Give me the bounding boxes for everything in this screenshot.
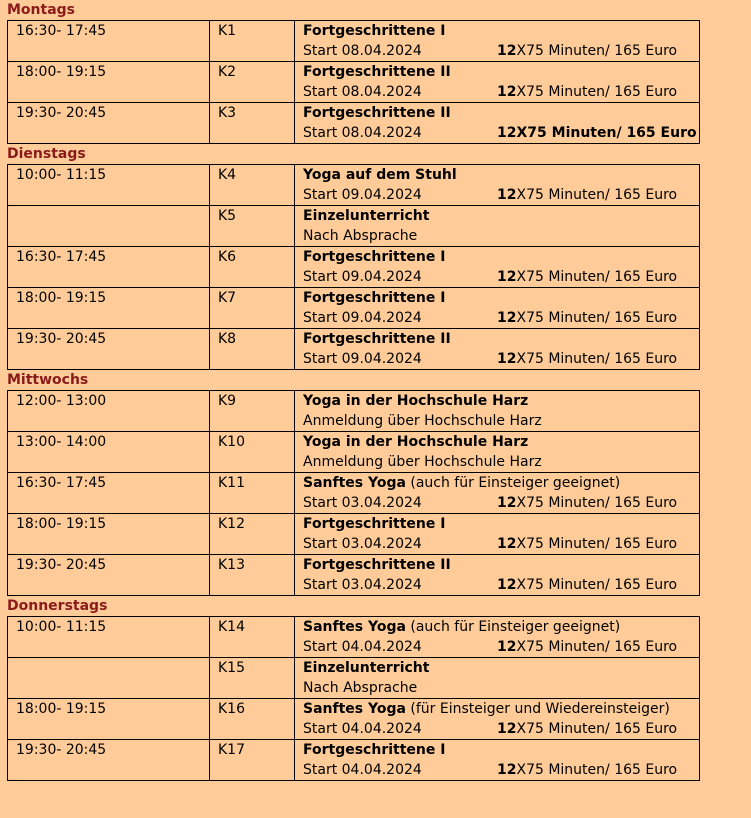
course-detail-line <box>303 123 699 143</box>
price-text: X75 Minuten/ 165 Euro <box>516 721 678 737</box>
day-heading: Donnerstags <box>7 598 108 614</box>
description-cell <box>295 329 700 370</box>
price-text: X75 Minuten/ 165 Euro <box>516 310 678 326</box>
time-text: 16:30- 17:45 <box>16 475 107 491</box>
course-row <box>8 165 700 206</box>
course-title-line <box>303 658 699 678</box>
course-title-note: (für Einsteiger und Wiedereinsteiger) <box>405 701 670 717</box>
price-info <box>497 349 677 369</box>
price-info <box>497 534 677 554</box>
course-detail-line <box>303 82 699 102</box>
course-code: K16 <box>218 701 245 717</box>
time-text: 19:30- 20:45 <box>16 331 107 347</box>
course-detail-line <box>303 534 699 554</box>
course-row <box>8 555 700 596</box>
course-row <box>8 740 700 781</box>
price-count: 12 <box>497 577 517 593</box>
price-text: X75 Minuten/ 165 Euro <box>516 577 678 593</box>
course-row <box>8 391 700 432</box>
price-count: 12 <box>497 762 517 778</box>
course-detail-line <box>303 760 699 780</box>
time-cell <box>8 165 210 206</box>
description-cell <box>295 206 700 247</box>
time-cell <box>8 21 210 62</box>
price-count: 12X75 Minuten/ 165 Euro <box>497 125 697 141</box>
course-row <box>8 514 700 555</box>
course-title: Fortgeschrittene II <box>303 105 451 121</box>
start-date: Start 09.04.2024 <box>303 310 422 326</box>
code-cell <box>210 21 295 62</box>
start-date: Start 03.04.2024 <box>303 495 422 511</box>
course-code: K4 <box>218 167 237 183</box>
time-text: 19:30- 20:45 <box>16 557 107 573</box>
price-count: 12 <box>497 187 517 203</box>
description-cell <box>295 165 700 206</box>
course-title: Fortgeschrittene II <box>303 557 451 573</box>
course-code: K2 <box>218 64 237 80</box>
start-date: Start 03.04.2024 <box>303 536 422 552</box>
course-title: Fortgeschrittene II <box>303 64 451 80</box>
description-cell <box>295 699 700 740</box>
time-cell <box>8 473 210 514</box>
course-title-note: (auch für Einsteiger geeignet) <box>405 475 621 491</box>
course-title-line <box>303 62 699 82</box>
price-text: X75 Minuten/ 165 Euro <box>516 536 678 552</box>
course-detail-line <box>303 267 699 287</box>
course-row <box>8 21 700 62</box>
course-title: Sanftes Yoga <box>303 619 406 635</box>
day-heading: Montags <box>7 2 76 18</box>
price-text: X75 Minuten/ 165 Euro <box>516 495 678 511</box>
time-text: 18:00- 19:15 <box>16 701 107 717</box>
day-table <box>7 390 700 596</box>
course-detail-line <box>303 226 699 246</box>
time-text: 16:30- 17:45 <box>16 249 107 265</box>
price-text: X75 Minuten/ 165 Euro <box>516 639 678 655</box>
description-cell <box>295 391 700 432</box>
course-detail-line <box>303 452 699 472</box>
course-title-line <box>303 514 699 534</box>
price-info <box>497 267 677 287</box>
price-text: X75 Minuten/ 165 Euro <box>516 43 678 59</box>
price-text: X75 Minuten/ 165 Euro <box>516 187 678 203</box>
course-title: Einzelunterricht <box>303 660 430 676</box>
start-date: Start 04.04.2024 <box>303 639 422 655</box>
course-row <box>8 699 700 740</box>
time-cell <box>8 432 210 473</box>
description-cell <box>295 62 700 103</box>
course-detail-line <box>303 493 699 513</box>
price-text: X75 Minuten/ 165 Euro <box>516 269 678 285</box>
price-info <box>497 575 677 595</box>
code-cell <box>210 103 295 144</box>
code-cell <box>210 658 295 699</box>
day-table <box>7 20 700 144</box>
course-code: K9 <box>218 393 237 409</box>
course-code: K3 <box>218 105 237 121</box>
code-cell <box>210 391 295 432</box>
price-info <box>497 493 677 513</box>
price-count: 12 <box>497 269 517 285</box>
time-text: 10:00- 11:15 <box>16 619 107 635</box>
time-text: 19:30- 20:45 <box>16 742 107 758</box>
description-cell <box>295 247 700 288</box>
price-info <box>497 719 677 739</box>
description-cell <box>295 555 700 596</box>
course-title-note: (auch für Einsteiger geeignet) <box>405 619 621 635</box>
start-date: Start 09.04.2024 <box>303 269 422 285</box>
start-date: Start 09.04.2024 <box>303 351 422 367</box>
code-cell <box>210 740 295 781</box>
course-title: Yoga in der Hochschule Harz <box>303 434 529 450</box>
course-detail-line <box>303 719 699 739</box>
start-date: Start 08.04.2024 <box>303 125 422 141</box>
course-code: K7 <box>218 290 237 306</box>
description-cell <box>295 288 700 329</box>
price-info <box>497 185 677 205</box>
price-text: X75 Minuten/ 165 Euro <box>516 351 678 367</box>
code-cell <box>210 288 295 329</box>
description-cell <box>295 658 700 699</box>
course-title: Fortgeschrittene I <box>303 516 446 532</box>
course-code: K6 <box>218 249 237 265</box>
price-count: 12 <box>497 536 517 552</box>
time-cell <box>8 103 210 144</box>
course-detail-line <box>303 411 699 431</box>
description-cell <box>295 21 700 62</box>
code-cell <box>210 165 295 206</box>
start-date: Nach Absprache <box>303 228 418 244</box>
course-code: K8 <box>218 331 237 347</box>
course-title-line <box>303 391 699 411</box>
code-cell <box>210 62 295 103</box>
course-code: K12 <box>218 516 245 532</box>
time-text <box>16 658 209 678</box>
start-date: Start 08.04.2024 <box>303 43 422 59</box>
course-code: K13 <box>218 557 245 573</box>
course-title-line <box>303 555 699 575</box>
course-title: Einzelunterricht <box>303 208 430 224</box>
time-cell <box>8 288 210 329</box>
course-code: K14 <box>218 619 245 635</box>
start-date: Anmeldung über Hochschule Harz <box>303 413 542 429</box>
course-code: K10 <box>218 434 245 450</box>
start-date: Nach Absprache <box>303 680 418 696</box>
time-text: 12:00- 13:00 <box>16 393 107 409</box>
course-detail-line <box>303 41 699 61</box>
price-count: 12 <box>497 84 517 100</box>
course-row <box>8 658 700 699</box>
price-count: 12 <box>497 639 517 655</box>
course-row <box>8 432 700 473</box>
code-cell <box>210 617 295 658</box>
time-text: 18:00- 19:15 <box>16 516 107 532</box>
start-date: Anmeldung über Hochschule Harz <box>303 454 542 470</box>
code-cell <box>210 473 295 514</box>
start-date: Start 04.04.2024 <box>303 762 422 778</box>
day-heading: Dienstags <box>7 146 86 162</box>
description-cell <box>295 740 700 781</box>
description-cell <box>295 473 700 514</box>
day-table <box>7 164 700 370</box>
course-row <box>8 62 700 103</box>
time-cell <box>8 206 210 247</box>
start-date: Start 09.04.2024 <box>303 187 422 203</box>
course-title-line <box>303 206 699 226</box>
time-cell <box>8 514 210 555</box>
course-code: K5 <box>218 208 237 224</box>
course-row <box>8 288 700 329</box>
course-row <box>8 473 700 514</box>
code-cell <box>210 555 295 596</box>
code-cell <box>210 432 295 473</box>
course-detail-line <box>303 637 699 657</box>
time-cell <box>8 617 210 658</box>
time-cell <box>8 391 210 432</box>
price-count: 12 <box>497 351 517 367</box>
course-row <box>8 103 700 144</box>
code-cell <box>210 699 295 740</box>
course-row <box>8 247 700 288</box>
time-cell <box>8 699 210 740</box>
course-title: Fortgeschrittene I <box>303 249 446 265</box>
code-cell <box>210 514 295 555</box>
course-detail-line <box>303 349 699 369</box>
price-info <box>497 41 677 61</box>
description-cell <box>295 617 700 658</box>
course-title: Fortgeschrittene I <box>303 742 446 758</box>
description-cell <box>295 514 700 555</box>
course-detail-line <box>303 678 699 698</box>
time-cell <box>8 247 210 288</box>
time-text: 18:00- 19:15 <box>16 64 107 80</box>
time-cell <box>8 62 210 103</box>
course-title: Yoga auf dem Stuhl <box>303 167 457 183</box>
course-title: Fortgeschrittene II <box>303 331 451 347</box>
course-code: K11 <box>218 475 245 491</box>
course-code: K1 <box>218 23 237 39</box>
course-title-line <box>303 247 699 267</box>
course-row <box>8 206 700 247</box>
start-date: Start 08.04.2024 <box>303 84 422 100</box>
course-title: Sanftes Yoga <box>303 701 406 717</box>
time-text: 10:00- 11:15 <box>16 167 107 183</box>
price-count: 12 <box>497 310 517 326</box>
course-detail-line <box>303 575 699 595</box>
course-title-line <box>303 473 699 493</box>
course-title-line <box>303 617 699 637</box>
start-date: Start 03.04.2024 <box>303 577 422 593</box>
price-info <box>497 123 697 143</box>
course-title-line <box>303 432 699 452</box>
course-title: Fortgeschrittene I <box>303 290 446 306</box>
time-text: 18:00- 19:15 <box>16 290 107 306</box>
price-count: 12 <box>497 43 517 59</box>
course-detail-line <box>303 308 699 328</box>
course-title-line <box>303 288 699 308</box>
price-text: X75 Minuten/ 165 Euro <box>516 84 678 100</box>
course-title-line <box>303 165 699 185</box>
description-cell <box>295 432 700 473</box>
time-cell <box>8 329 210 370</box>
course-row <box>8 617 700 658</box>
time-text: 16:30- 17:45 <box>16 23 107 39</box>
code-cell <box>210 247 295 288</box>
course-code: K17 <box>218 742 245 758</box>
course-code: K15 <box>218 660 245 676</box>
price-info <box>497 308 677 328</box>
start-date: Start 04.04.2024 <box>303 721 422 737</box>
price-count: 12 <box>497 721 517 737</box>
price-count: 12 <box>497 495 517 511</box>
course-title: Sanftes Yoga <box>303 475 406 491</box>
time-cell <box>8 555 210 596</box>
course-title: Fortgeschrittene I <box>303 23 446 39</box>
course-title-line <box>303 329 699 349</box>
course-title-line <box>303 21 699 41</box>
day-heading: Mittwochs <box>7 372 89 388</box>
price-info <box>497 760 677 780</box>
price-text: X75 Minuten/ 165 Euro <box>516 762 678 778</box>
course-title: Yoga in der Hochschule Harz <box>303 393 529 409</box>
code-cell <box>210 329 295 370</box>
time-text: 19:30- 20:45 <box>16 105 107 121</box>
course-title-line <box>303 103 699 123</box>
description-cell <box>295 103 700 144</box>
time-text <box>16 206 209 226</box>
code-cell <box>210 206 295 247</box>
course-title-line <box>303 740 699 760</box>
course-title-line <box>303 699 699 719</box>
course-detail-line <box>303 185 699 205</box>
time-text: 13:00- 14:00 <box>16 434 107 450</box>
time-cell <box>8 740 210 781</box>
day-table <box>7 616 700 781</box>
price-info <box>497 637 677 657</box>
course-row <box>8 329 700 370</box>
time-cell <box>8 658 210 699</box>
price-info <box>497 82 677 102</box>
